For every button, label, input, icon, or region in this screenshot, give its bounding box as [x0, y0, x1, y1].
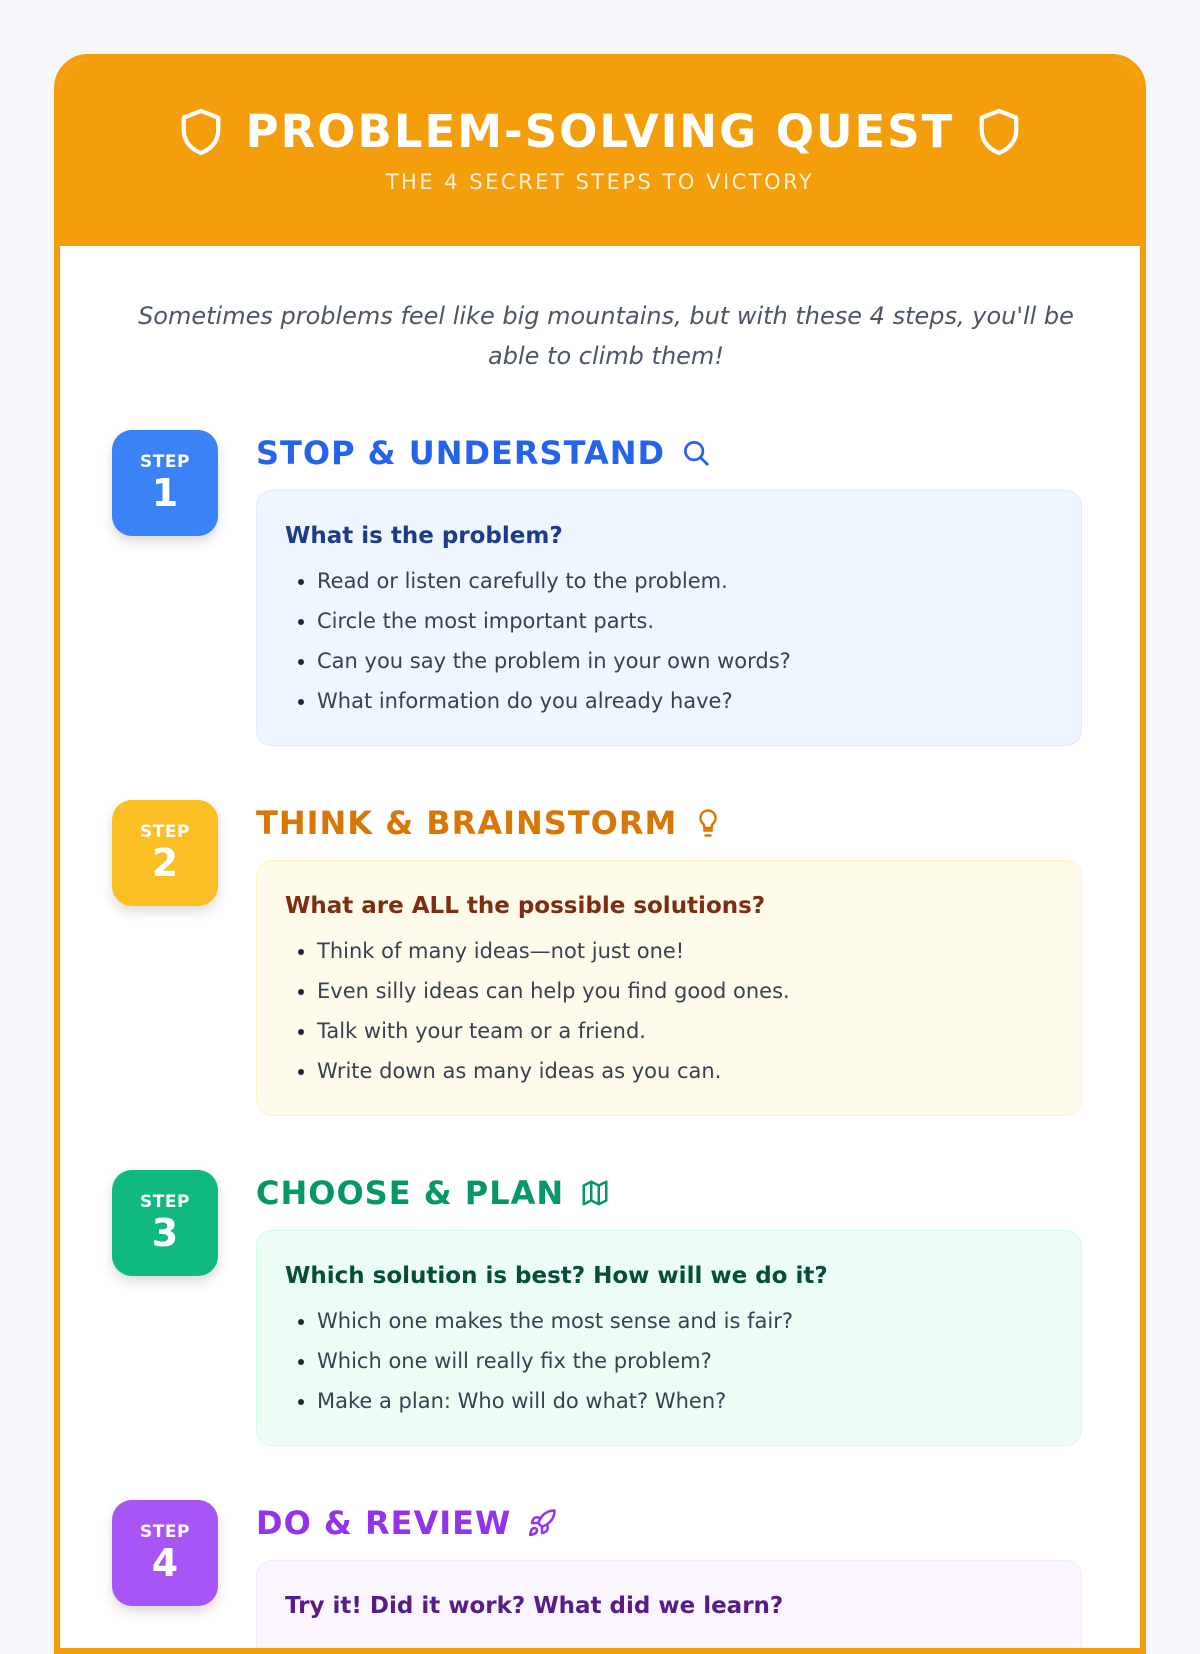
step-badge-label: STEP	[140, 1192, 190, 1212]
page-title: PROBLEM-SOLVING QUEST	[245, 105, 955, 158]
quest-card	[54, 54, 1146, 1654]
step-box	[256, 1560, 1082, 1654]
step-title: THINK & BRAINSTORM	[256, 804, 678, 842]
step-title: STOP & UNDERSTAND	[256, 434, 666, 472]
step-title: DO & REVIEW	[256, 1504, 512, 1542]
step-box	[256, 860, 1082, 1116]
step-number: 2	[151, 841, 179, 885]
title-row	[60, 102, 1140, 162]
map-icon	[580, 1178, 610, 1208]
step-box	[256, 1230, 1082, 1446]
list-item: • Which one makes the most sense and is fair?	[317, 1301, 1053, 1341]
step-box	[256, 490, 1082, 746]
list-item: • Think of many ideas—not just one!	[317, 931, 1053, 971]
step-heading	[256, 1174, 610, 1212]
list-item: • Which one will really fix the problem?	[317, 1341, 1053, 1381]
list-item: • Talk with your team or a friend.	[317, 1011, 1053, 1051]
step-badge-label: STEP	[140, 822, 190, 842]
lightbulb-icon	[693, 808, 723, 838]
step-number: 4	[151, 1541, 179, 1585]
step-badge	[112, 1500, 218, 1606]
step-badge	[112, 430, 218, 536]
list-item: • Circle the most important parts.	[317, 601, 1053, 641]
step-heading	[256, 1504, 557, 1542]
list-item: • Can you say the problem in your own words?	[317, 641, 1053, 681]
step-number: 3	[151, 1211, 179, 1255]
step-list	[285, 931, 1053, 1091]
step-heading	[256, 434, 711, 472]
step-question: Which solution is best? How will we do it?	[285, 1263, 828, 1289]
list-item: • Write down as many ideas as you can.	[317, 1051, 1053, 1091]
intro-text: Sometimes problems feel like big mountains, but with these 4 steps, you'll be able to climb them!	[138, 302, 1074, 370]
step-title: CHOOSE & PLAN	[256, 1174, 565, 1212]
page-subtitle: THE 4 SECRET STEPS TO VICTORY	[385, 170, 815, 194]
step-list	[285, 561, 1053, 721]
step-badge	[112, 1170, 218, 1276]
step-heading	[256, 804, 723, 842]
search-icon	[681, 438, 711, 468]
step-number: 1	[151, 471, 179, 515]
step-badge	[112, 800, 218, 906]
step-list	[285, 1301, 1053, 1421]
list-item: • Read or listen carefully to the problem.	[317, 561, 1053, 601]
step-question: What is the problem?	[285, 523, 563, 549]
shield-icon	[178, 107, 224, 157]
list-item: • Even silly ideas can help you find good ones.	[317, 971, 1053, 1011]
step-question: What are ALL the possible solutions?	[285, 893, 766, 919]
list-item: • Make a plan: Who will do what? When?	[317, 1381, 1053, 1421]
rocket-icon	[527, 1508, 557, 1538]
list-item: • What information do you already have?	[317, 681, 1053, 721]
step-badge-label: STEP	[140, 452, 190, 472]
step-question: Try it! Did it work? What did we learn?	[285, 1593, 784, 1619]
step-badge-label: STEP	[140, 1522, 190, 1542]
header	[60, 60, 1140, 246]
shield-icon	[976, 107, 1022, 157]
